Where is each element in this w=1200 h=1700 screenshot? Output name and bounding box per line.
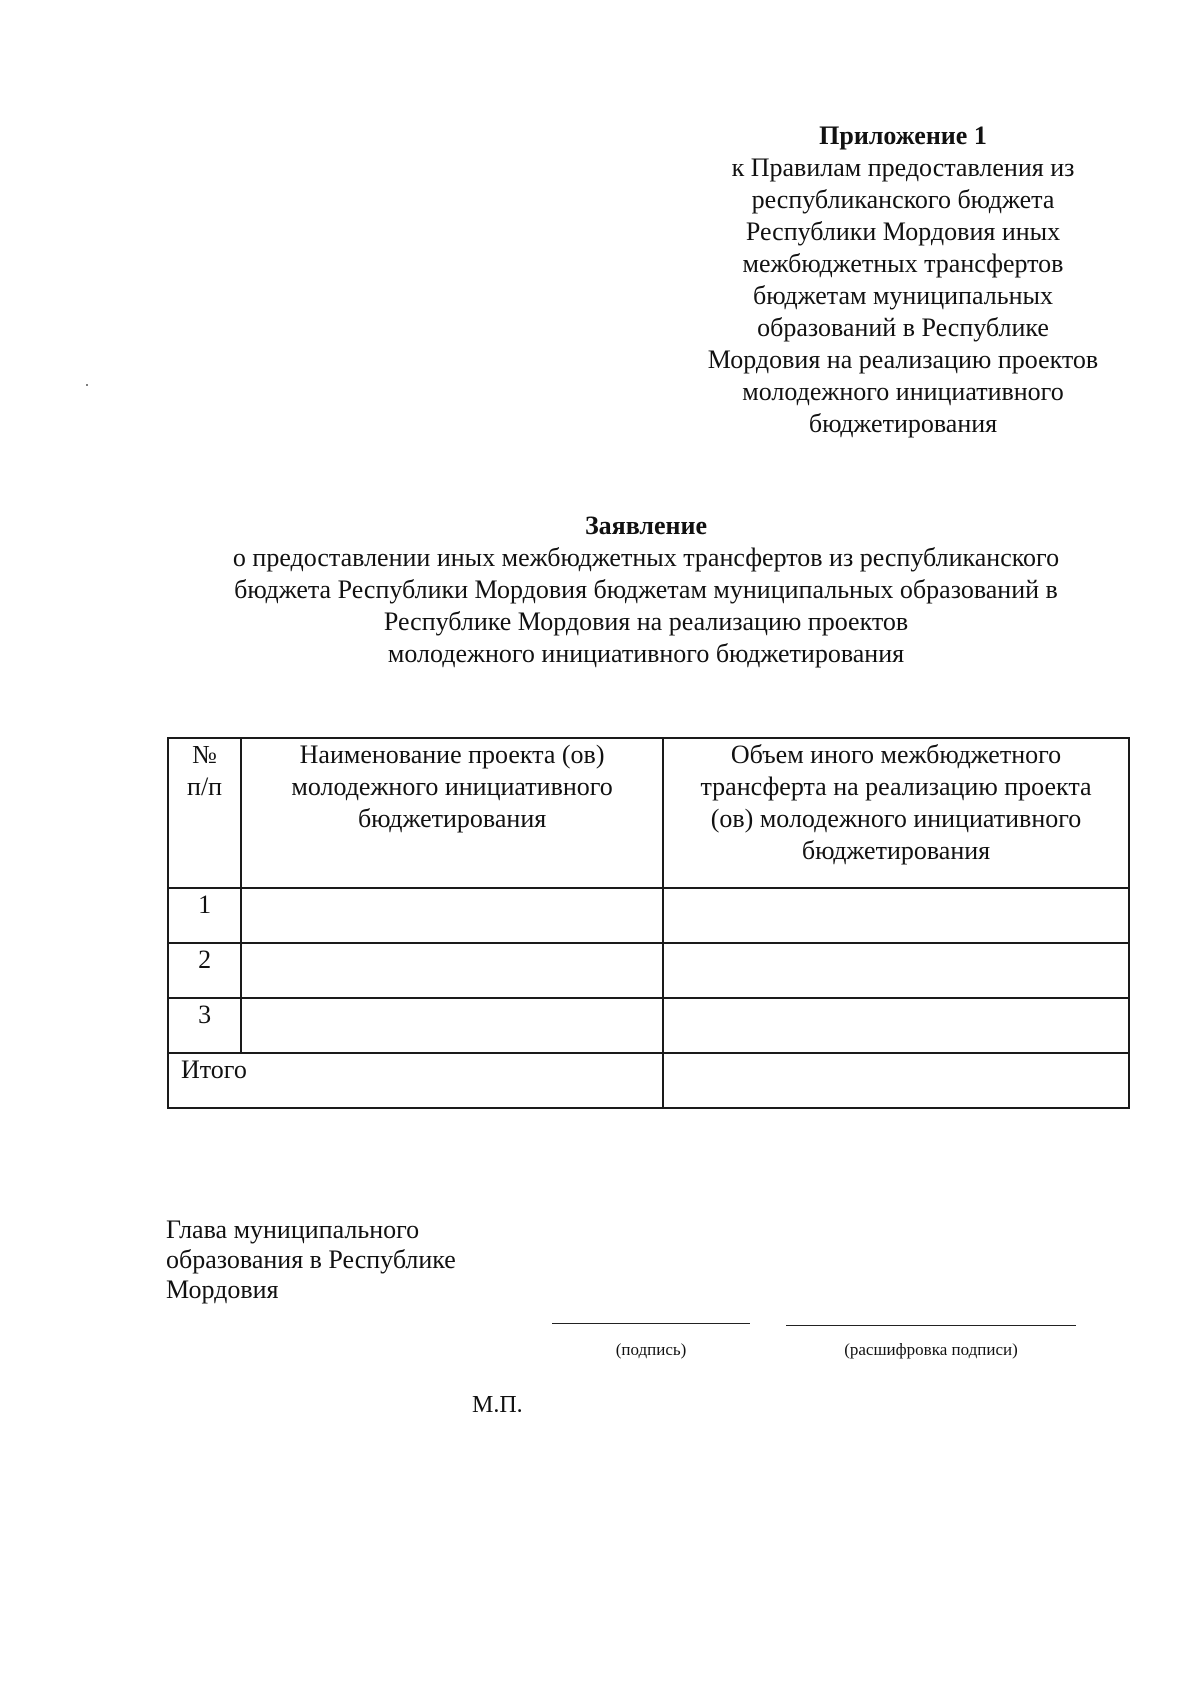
appendix-line: образований в Республике [757, 313, 1049, 342]
header-volume-line: трансферта на реализацию проекта [700, 772, 1092, 801]
header-volume-line: (ов) молодежного инициативного [710, 804, 1082, 833]
table-row [168, 998, 1129, 1053]
row-number: 3 [168, 998, 241, 1053]
appendix-text [672, 152, 1134, 440]
header-number [168, 738, 241, 888]
transfer-volume-cell[interactable] [663, 943, 1129, 998]
total-value-cell[interactable] [663, 1053, 1129, 1108]
header-name-line: Наименование проекта (ов) [299, 740, 605, 769]
statement-line: Республике Мордовия на реализацию проектов [383, 607, 909, 636]
appendix-line: к Правилам предоставления из [731, 153, 1075, 182]
signature-decryption-caption: (расшифровка подписи) [844, 1340, 1018, 1359]
row-number: 2 [168, 943, 241, 998]
table-row [168, 943, 1129, 998]
signer-title [166, 1215, 456, 1305]
appendix-line: бюджетам муниципальных [753, 281, 1053, 310]
total-label: Итого [168, 1053, 663, 1108]
header-volume-line: бюджетирования [801, 836, 991, 865]
statement-title: Заявление [584, 511, 708, 540]
statement-subtitle [150, 542, 1142, 670]
statement-line: молодежного инициативного бюджетирования [387, 639, 905, 668]
stamp-placeholder: М.П. [472, 1392, 523, 1418]
table-row [168, 888, 1129, 943]
statement-line: бюджета Республики Мордовия бюджетам муниципальных образований в [234, 575, 1058, 604]
signer-line: образования в Республике [166, 1245, 456, 1274]
signer-line: Глава муниципального [166, 1215, 420, 1244]
appendix-line: Республики Мордовия иных [745, 217, 1061, 246]
header-name-line: молодежного инициативного [291, 772, 613, 801]
transfer-volume-cell[interactable] [663, 998, 1129, 1053]
header-number-line: № [192, 740, 217, 769]
header-volume-line: Объем иного межбюджетного [730, 740, 1062, 769]
projects-table [167, 737, 1130, 1109]
project-name-cell[interactable] [241, 943, 663, 998]
header-number-line: п/п [187, 772, 223, 801]
row-number: 1 [168, 888, 241, 943]
statement-line: о предоставлении иных межбюджетных трансфертов из республиканского [232, 543, 1060, 572]
signer-line: Мордовия [166, 1275, 279, 1304]
appendix-line: бюджетирования [808, 409, 998, 438]
appendix-line: республиканского бюджета [751, 185, 1055, 214]
table-header-row [168, 738, 1129, 888]
statement-block [150, 510, 1142, 670]
project-name-cell[interactable] [241, 888, 663, 943]
header-name-line: бюджетирования [357, 804, 547, 833]
signature-caption: (подпись) [615, 1340, 687, 1359]
header-transfer-volume [663, 738, 1129, 888]
project-name-cell[interactable] [241, 998, 663, 1053]
signature-decryption-line[interactable] [786, 1325, 1076, 1326]
appendix-line: Мордовия на реализацию проектов [707, 345, 1099, 374]
transfer-volume-cell[interactable] [663, 888, 1129, 943]
appendix-line: молодежного инициативного [742, 377, 1064, 406]
appendix-line: межбюджетных трансфертов [742, 249, 1064, 278]
table-total-row [168, 1053, 1129, 1108]
header-project-name [241, 738, 663, 888]
appendix-title: Приложение 1 [819, 121, 987, 150]
signature-line[interactable] [552, 1323, 750, 1324]
appendix-block [672, 120, 1134, 440]
scan-speck [86, 384, 88, 386]
